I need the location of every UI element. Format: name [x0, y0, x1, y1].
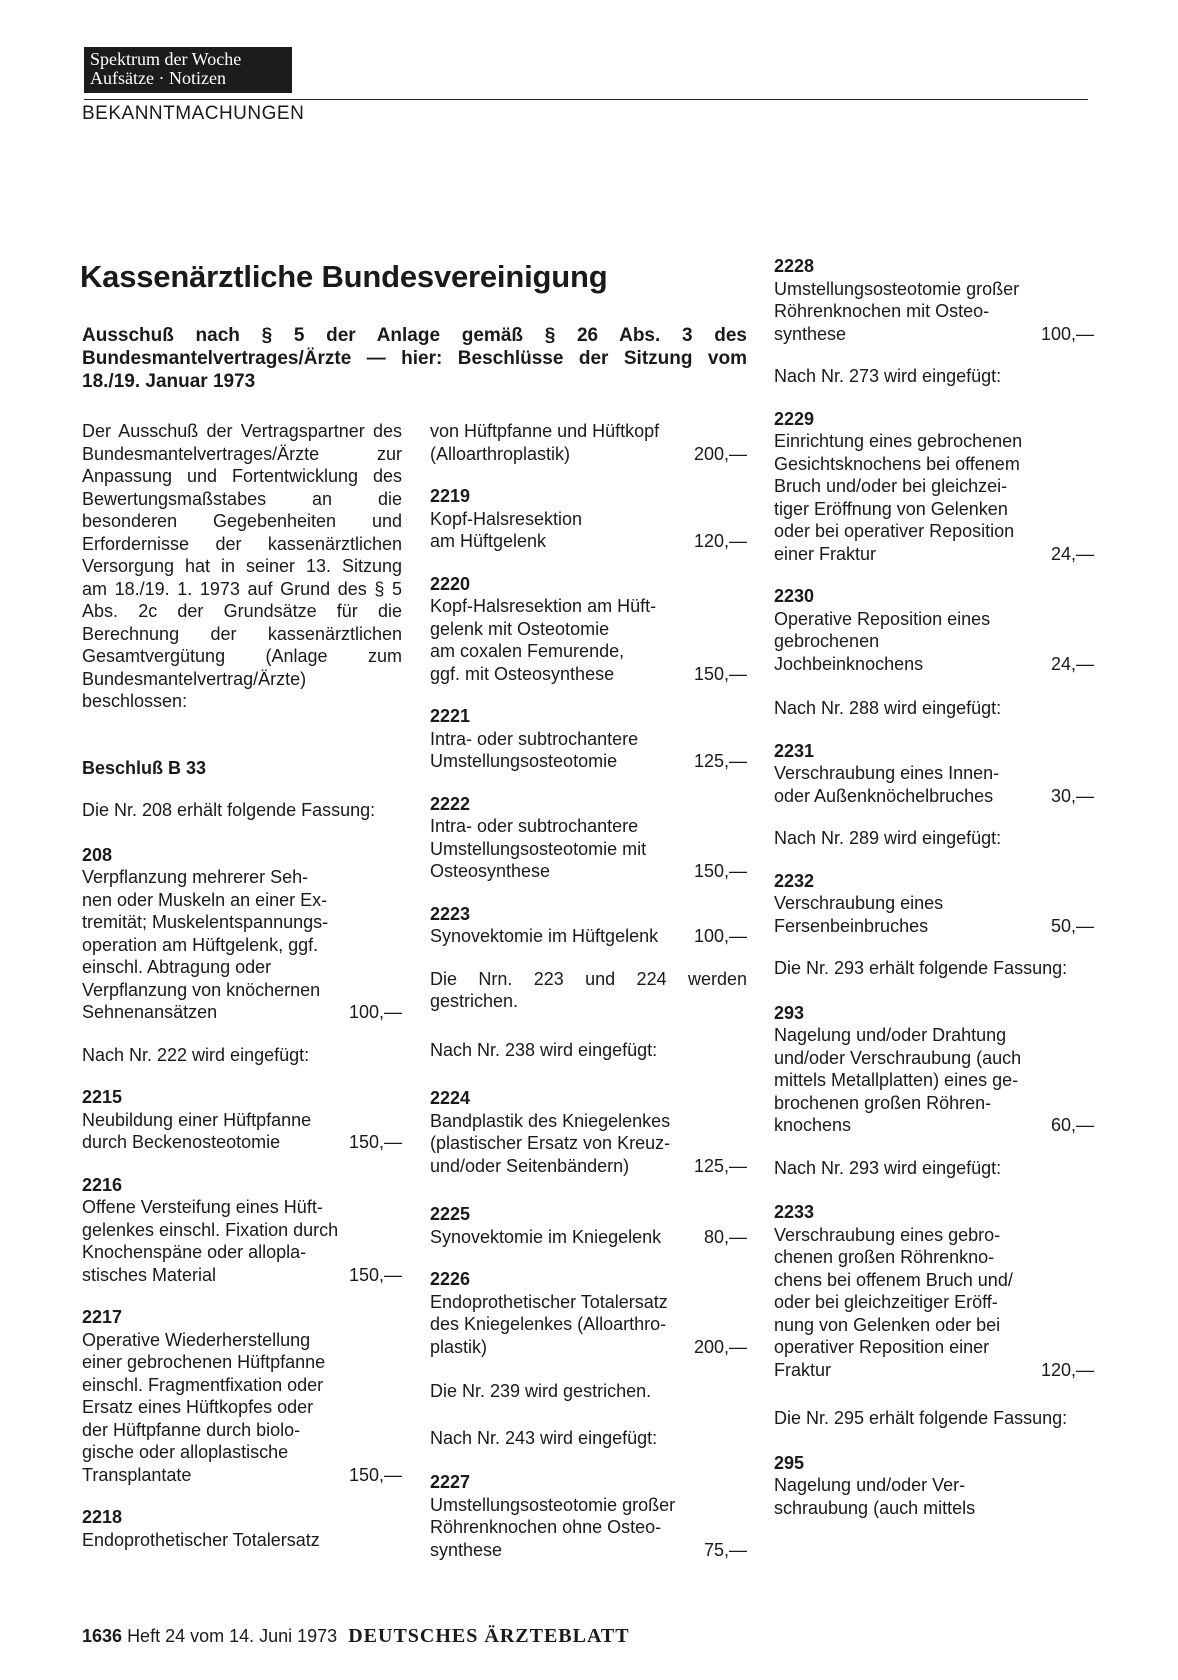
tariff-price: 24,— — [1050, 543, 1094, 564]
tariff-price-line — [430, 1539, 747, 1562]
tariff-text-line: einer gebrochenen Hüftpfanne — [82, 1352, 326, 1372]
tariff-text-line: (plastischer Ersatz von Kreuz- — [430, 1133, 671, 1153]
tariff-text-line: Neubildung einer Hüftpfanne — [82, 1109, 312, 1130]
tariff-text-line: Fraktur — [774, 1359, 832, 1380]
tariff-text-line: einschl. Fragmentfixation oder — [82, 1374, 324, 1395]
tariff-text-line: Sehnenansätzen — [82, 1002, 218, 1022]
tariff-text-line: Bruch und/oder bei gleichzei- — [774, 476, 1008, 496]
tariff-number: 2229 — [774, 408, 815, 429]
tariff-text-line: gelenk mit Osteotomie — [430, 618, 610, 639]
page-number: 1636 — [82, 1626, 123, 1646]
tariff-text-line: Endoprothetischer Totalersatz — [82, 1529, 320, 1550]
tariff-text-line: Einrichtung eines gebrochenen — [774, 431, 1023, 451]
tariff-text-line: Kopf-Halsresektion — [430, 508, 583, 529]
tariff-entry — [430, 420, 747, 465]
tariff-text-line: am Hüftgelenk — [430, 531, 547, 551]
column-2 — [430, 420, 747, 1561]
tariff-text-line: Fersenbeinbruches — [774, 915, 929, 936]
tariff-text-line: Verpflanzung von knöchernen — [82, 979, 321, 1000]
tariff-price: 200,— — [693, 443, 747, 464]
editorial-note: Nach Nr. 222 wird eingefügt: — [82, 1044, 310, 1065]
tariff-price: 150,— — [693, 663, 747, 684]
tariff-text-line: Umstellungsosteotomie — [430, 751, 618, 771]
tariff-text-line: Knochenspäne oder allopla- — [82, 1242, 307, 1262]
tariff-entry — [774, 1002, 1094, 1137]
editorial-note: Nach Nr. 238 wird eingefügt: — [430, 1039, 658, 1060]
tariff-text-line: Operative Reposition eines — [774, 608, 991, 629]
tariff-text-line: nen oder Muskeln an einer Ex- — [82, 889, 328, 910]
tariff-text-line: Jochbeinknochens — [774, 653, 924, 674]
tariff-price-line — [430, 750, 747, 773]
page-footer — [82, 1625, 630, 1648]
tariff-number: 2233 — [774, 1202, 815, 1222]
header-rule — [84, 99, 1088, 100]
tariff-text-line: Kopf-Halsresektion am Hüft- — [430, 596, 657, 616]
tariff-entry — [430, 1203, 747, 1248]
tariff-number: 2223 — [430, 903, 471, 924]
tariff-text-line: Osteosynthese — [430, 861, 551, 881]
masthead-line2: Aufsätze · Notizen — [90, 68, 226, 88]
tariff-number: 2215 — [82, 1087, 123, 1107]
tariff-text-line: synthese — [774, 323, 847, 344]
tariff-text-line: oder Außenknöchelbruches — [774, 785, 994, 806]
tariff-text-line: Intra- oder subtrochantere — [430, 816, 639, 836]
tariff-price-line — [430, 860, 747, 883]
tariff-entry — [430, 1471, 747, 1561]
tariff-price: 75,— — [703, 1539, 747, 1560]
tariff-text-line: am coxalen Femurende, — [430, 641, 625, 661]
tariff-text-line: gische oder alloplastische — [82, 1442, 289, 1462]
tariff-entry — [82, 1086, 402, 1154]
tariff-number: 2220 — [430, 573, 471, 594]
tariff-price-line — [82, 1001, 402, 1024]
tariff-number: 2217 — [82, 1307, 123, 1327]
editorial-note: Nach Nr. 293 wird eingefügt: — [774, 1157, 1002, 1178]
tariff-price: 30,— — [1050, 785, 1094, 806]
tariff-text-line: Intra- oder subtrochantere — [430, 728, 639, 749]
tariff-number: 295 — [774, 1452, 805, 1473]
editorial-note: Nach Nr. 288 wird eingefügt: — [774, 698, 1002, 718]
tariff-text-line: schraubung (auch mittels — [774, 1497, 976, 1518]
tariff-number: 293 — [774, 1002, 805, 1023]
editorial-note: Die Nr. 208 erhält folgende Fassung: — [82, 800, 376, 820]
tariff-price-line — [774, 1114, 1094, 1137]
tariff-price-line — [774, 785, 1094, 808]
tariff-text-line: Umstellungsosteotomie großer — [430, 1494, 676, 1515]
tariff-text-line: operativer Reposition einer — [774, 1337, 990, 1357]
tariff-price-line — [774, 653, 1094, 676]
tariff-price-line — [774, 915, 1094, 938]
tariff-text-line: Gesichtsknochens bei offenem — [774, 453, 1020, 474]
tariff-number: 2216 — [82, 1174, 123, 1195]
tariff-text-line: mittels Metallplatten) eines ge- — [774, 1070, 1019, 1090]
tariff-number: 2225 — [430, 1204, 471, 1224]
tariff-price: 150,— — [348, 1464, 402, 1485]
tariff-text-line: synthese — [430, 1539, 503, 1560]
tariff-text-line: des Kniegelenkes (Alloarthro- — [430, 1314, 667, 1334]
tariff-entry — [774, 255, 1094, 345]
tariff-text-line: tiger Eröffnung von Gelenken — [774, 498, 1008, 519]
tariff-text-line: ggf. mit Osteosynthese — [430, 663, 615, 684]
tariff-entry — [430, 1268, 747, 1358]
tariff-price-line — [430, 1336, 747, 1359]
tariff-price: 50,— — [1050, 915, 1094, 936]
tariff-price: 100,— — [693, 926, 747, 946]
page-subtitle: Ausschuß nach § 5 der Anlage gemäß § 26 Abs. 3 des Bundesmantelvertrages/Ärzte — hier: Beschlüsse der Sitzung vom 18./19. Januar 1973 — [82, 325, 747, 392]
tariff-text-line: Operative Wiederherstellung — [82, 1329, 311, 1350]
tariff-text-line: Bandplastik des Kniegelenkes — [430, 1110, 671, 1131]
tariff-price-line — [774, 543, 1094, 566]
tariff-entry — [82, 1306, 402, 1486]
tariff-price: 100,— — [1040, 323, 1094, 344]
tariff-entry — [430, 573, 747, 686]
tariff-entry — [430, 705, 747, 773]
tariff-price: 125,— — [693, 751, 747, 771]
tariff-entry — [430, 903, 747, 948]
tariff-price-line — [82, 1131, 402, 1154]
column-1 — [82, 420, 402, 1551]
tariff-price: 125,— — [693, 1155, 747, 1176]
tariff-number: 2227 — [430, 1472, 471, 1492]
tariff-number: 2228 — [774, 256, 815, 276]
tariff-text-line: einer Fraktur — [774, 543, 877, 564]
editorial-note: Die Nr. 295 erhält folgende Fassung: — [774, 1408, 1068, 1428]
tariff-number: 2224 — [430, 1088, 471, 1108]
editorial-note: Nach Nr. 273 wird eingefügt: — [774, 366, 1002, 386]
section-label: BEKANNTMACHUNGEN — [82, 103, 305, 124]
tariff-text-line: gelenkes einschl. Fixation durch — [82, 1219, 339, 1240]
tariff-entry — [82, 1506, 402, 1551]
tariff-text-line: Offene Versteifung eines Hüft- — [82, 1197, 323, 1217]
tariff-text-line: Umstellungsosteotomie mit — [430, 838, 647, 859]
tariff-entry — [774, 585, 1094, 675]
tariff-text-line: durch Beckenosteotomie — [82, 1132, 281, 1152]
magazine-name: DEUTSCHES ÄRZTEBLATT — [348, 1625, 630, 1647]
tariff-price-line — [82, 1464, 402, 1487]
editorial-note: Nach Nr. 243 wird eingefügt: — [430, 1427, 658, 1448]
tariff-text-line: oder bei operativer Reposition — [774, 521, 1015, 541]
tariff-entry — [82, 1174, 402, 1287]
tariff-text-line: nung von Gelenken oder bei — [774, 1314, 1001, 1335]
tariff-text-line: plastik) — [430, 1336, 488, 1357]
tariff-text-line: Nagelung und/oder Ver- — [774, 1475, 966, 1495]
tariff-price: 200,— — [693, 1336, 747, 1357]
tariff-text-line: operation am Hüftgelenk, ggf. — [82, 934, 319, 955]
editorial-note: Die Nr. 293 erhält folgende Fassung: — [774, 958, 1068, 978]
tariff-price: 80,— — [703, 1226, 747, 1247]
issue-info: Heft 24 vom 14. Juni 1973 — [127, 1626, 338, 1646]
tariff-text-line: gebrochenen — [774, 631, 880, 651]
tariff-text-line: Transplantate — [82, 1464, 192, 1485]
tariff-number: 2221 — [430, 706, 471, 726]
tariff-number: 2226 — [430, 1269, 471, 1289]
tariff-entry — [430, 1087, 747, 1177]
tariff-entry — [430, 793, 747, 883]
intro-paragraph: Der Ausschuß der Vertragspartner des Bundesmantelvertrages/Ärzte zur Anpassung und Fortentwicklung des Bewertungsmaßstabes an die besonderen Gegebenheiten und Erfordernisse der kassenärztlichen Versorgung hat in seiner 13. Sitzung am 18./19. 1. 1973 auf Grund des § 5 Abs. 2c der Grundsätze für die Berechnung der kassenärztlichen Gesamtvergütung (Anlage zum Bundesmantelvertrag/Ärzte) beschlossen: — [82, 421, 402, 711]
tariff-price-line — [430, 443, 747, 466]
tariff-text-line: chens bei offenem Bruch und/ — [774, 1269, 1013, 1290]
tariff-number: 2218 — [82, 1507, 123, 1527]
tariff-price-line — [774, 1359, 1094, 1382]
tariff-text-line: Verschraubung eines Innen- — [774, 763, 1000, 783]
tariff-text-line: und/oder Seitenbändern) — [430, 1155, 630, 1176]
tariff-price: 60,— — [1050, 1115, 1094, 1135]
tariff-entry — [774, 740, 1094, 808]
tariff-number: 208 — [82, 844, 113, 865]
tariff-number: 2232 — [774, 870, 815, 891]
tariff-price-line — [430, 1155, 747, 1178]
tariff-entry — [82, 844, 402, 1024]
masthead-line1: Spektrum der Woche — [90, 49, 242, 69]
tariff-text-line: Verschraubung eines — [774, 893, 944, 913]
tariff-price: 150,— — [348, 1264, 402, 1285]
tariff-text-line: Verpflanzung mehrerer Seh- — [82, 867, 309, 887]
tariff-text-line: stisches Material — [82, 1264, 217, 1285]
tariff-text-line: brochenen großen Röhren- — [774, 1092, 992, 1113]
tariff-text-line: tremität; Muskelentspannungs- — [82, 912, 329, 932]
tariff-text-line: Röhrenknochen ohne Osteo- — [430, 1517, 662, 1537]
resolution-heading: Beschluß B 33 — [82, 757, 207, 778]
tariff-price: 120,— — [693, 531, 747, 551]
tariff-text-line: oder bei gleichzeitiger Eröff- — [774, 1292, 998, 1312]
tariff-price: 150,— — [348, 1132, 402, 1152]
tariff-price: 24,— — [1050, 653, 1094, 674]
tariff-price-line — [430, 663, 747, 686]
tariff-text-line: einschl. Abtragung oder — [82, 957, 272, 977]
tariff-price-line — [430, 925, 747, 948]
tariff-price-line — [430, 1226, 747, 1249]
masthead-box — [84, 47, 292, 93]
tariff-entry — [774, 870, 1094, 938]
tariff-price: 150,— — [693, 861, 747, 881]
tariff-price: 100,— — [348, 1002, 402, 1022]
tariff-number: 2231 — [774, 740, 815, 761]
editorial-note: Die Nrn. 223 und 224 werden gestrichen. — [430, 968, 747, 1011]
tariff-price-line — [82, 1264, 402, 1287]
tariff-text-line: chenen großen Röhrenkno- — [774, 1247, 995, 1267]
tariff-entry — [774, 408, 1094, 566]
tariff-number: 2222 — [430, 793, 471, 814]
tariff-number: 2219 — [430, 486, 471, 506]
tariff-price-line — [430, 530, 747, 553]
editorial-note: Die Nr. 239 wird gestrichen. — [430, 1381, 652, 1401]
tariff-text-line: Verschraubung eines gebro- — [774, 1224, 1001, 1245]
tariff-text-line: Synovektomie im Kniegelenk — [430, 1226, 662, 1247]
tariff-entry — [774, 1201, 1094, 1381]
column-3 — [774, 255, 1094, 1519]
tariff-text-line: knochens — [774, 1115, 852, 1135]
tariff-price-line — [774, 323, 1094, 346]
tariff-text-line: und/oder Verschraubung (auch — [774, 1047, 1022, 1068]
tariff-text-line: Endoprothetischer Totalersatz — [430, 1291, 668, 1312]
tariff-text-line: Ersatz eines Hüftkopfes oder — [82, 1397, 314, 1417]
tariff-number: 2230 — [774, 586, 815, 606]
tariff-text-line: (Alloarthroplastik) — [430, 443, 571, 464]
tariff-text-line: von Hüftpfanne und Hüftkopf — [430, 421, 660, 441]
tariff-text-line: Nagelung und/oder Drahtung — [774, 1025, 1007, 1045]
tariff-text-line: Synovektomie im Hüftgelenk — [430, 926, 659, 946]
tariff-text-line: der Hüftpfanne durch biolo- — [82, 1419, 301, 1440]
page-title: Kassenärztliche Bundesvereinigung — [80, 259, 608, 294]
tariff-text-line: Umstellungsosteotomie großer — [774, 278, 1020, 299]
tariff-entry — [430, 485, 747, 553]
tariff-text-line: Röhrenknochen mit Osteo- — [774, 301, 990, 321]
tariff-price: 120,— — [1040, 1359, 1094, 1380]
editorial-note: Nach Nr. 289 wird eingefügt: — [774, 828, 1002, 848]
tariff-entry — [774, 1452, 1094, 1520]
